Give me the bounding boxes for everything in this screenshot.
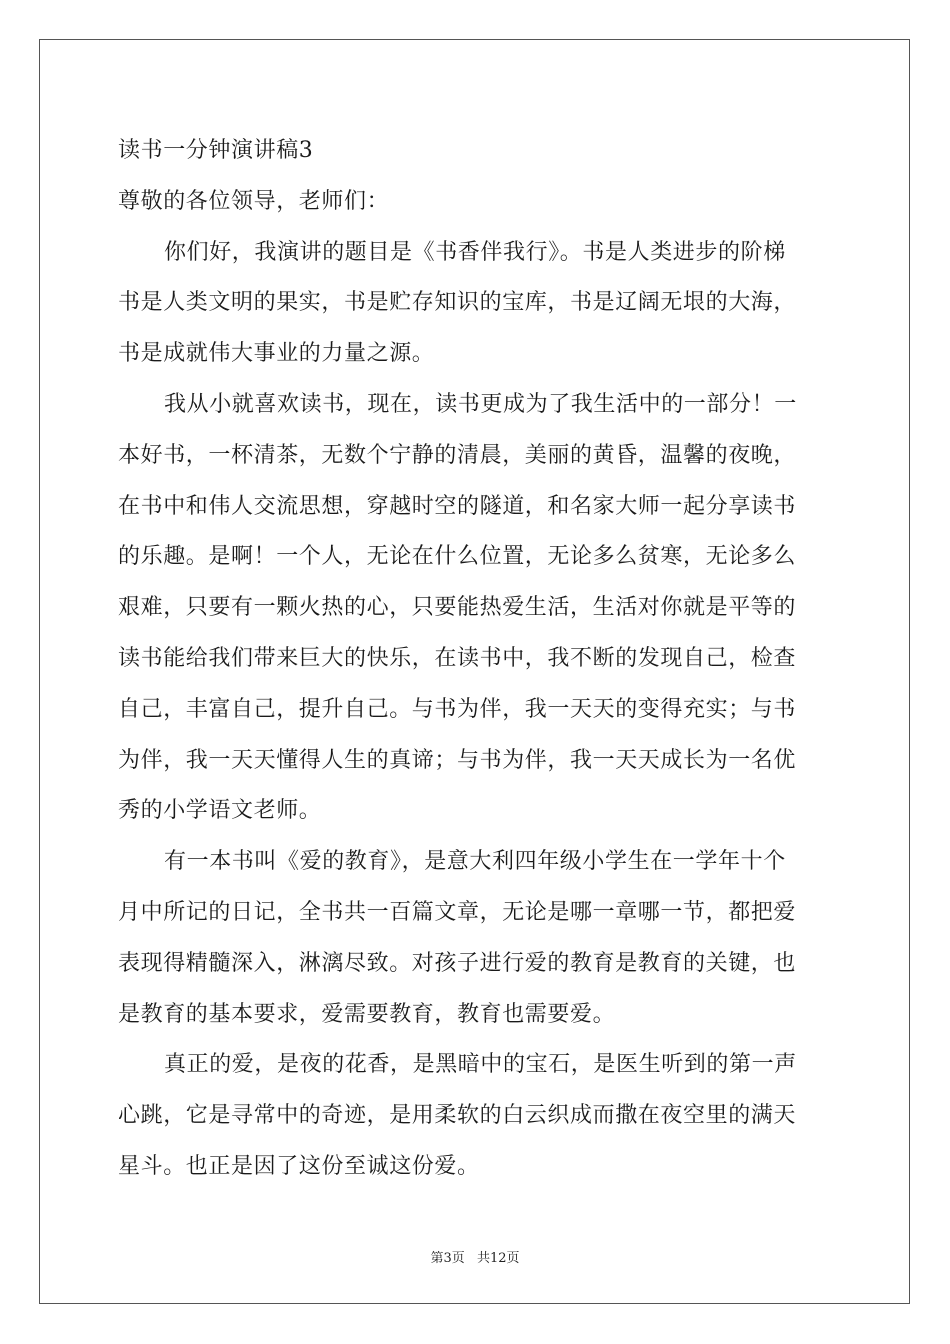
document-body [118,126,832,1193]
paragraph-line: 我从小就喜欢读书，现在，读书更成为了我生活中的一部分！一 [164,391,797,417]
paragraph-line: 读书能给我们带来巨大的快乐，在读书中，我不断的发现自己，检查 [118,645,797,671]
paragraph-line: 有一本书叫《爱的教育》，是意大利四年级小学生在一学年十个 [164,849,786,875]
paragraph-line: 本好书，一杯清茶，无数个宁静的清晨，美丽的黄昏，温馨的夜晚， [118,442,797,468]
paragraph-line: 星斗。也正是因了这份至诚这份爱。 [118,1153,480,1179]
paragraph-line: 心跳，它是寻常中的奇迹，是用柔软的白云织成而撒在夜空里的满天 [118,1103,797,1129]
paragraph-line: 你们好，我演讲的题目是《书香伴我行》。书是人类进步的阶梯 [164,239,786,265]
page-footer [0,1247,950,1266]
document-title: 读书一分钟演讲稿3 [118,138,314,163]
paragraph-line: 是教育的基本要求，爱需要教育，教育也需要爱。 [118,1001,616,1027]
paragraph-line: 真正的爱，是夜的花香，是黑暗中的宝石，是医生听到的第一声 [164,1052,797,1078]
paragraph-line: 表现得精髓深入，淋漓尽致。对孩子进行爱的教育是教育的关键，也 [118,950,797,976]
paragraph-line: 自己，丰富自己，提升自己。与书为伴，我一天天的变得充实；与书 [118,696,797,722]
paragraph-line: 秀的小学语文老师。 [118,798,322,824]
page-number: 第3页 [430,1251,465,1266]
paragraph-line: 的乐趣。是啊！一个人，无论在什么位置，无论多么贫寒，无论多么 [118,544,797,570]
paragraph-line: 书是人类文明的果实，书是贮存知识的宝库，书是辽阔无垠的大海， [118,290,797,316]
paragraph-line: 书是成就伟大事业的力量之源。 [118,341,435,367]
salutation: 尊敬的各位领导，老师们： [118,188,390,214]
paragraph-line: 艰难，只要有一颗火热的心，只要能热爱生活，生活对你就是平等的 [118,595,797,621]
paragraph-line: 在书中和伟人交流思想，穿越时空的隧道，和名家大师一起分享读书 [118,493,797,519]
paragraph-line: 月中所记的日记，全书共一百篇文章，无论是哪一章哪一节，都把爱 [118,899,797,925]
paragraph-line: 为伴，我一天天懂得人生的真谛；与书为伴，我一天天成长为一名优 [118,747,797,773]
page-total: 共12页 [476,1251,520,1266]
